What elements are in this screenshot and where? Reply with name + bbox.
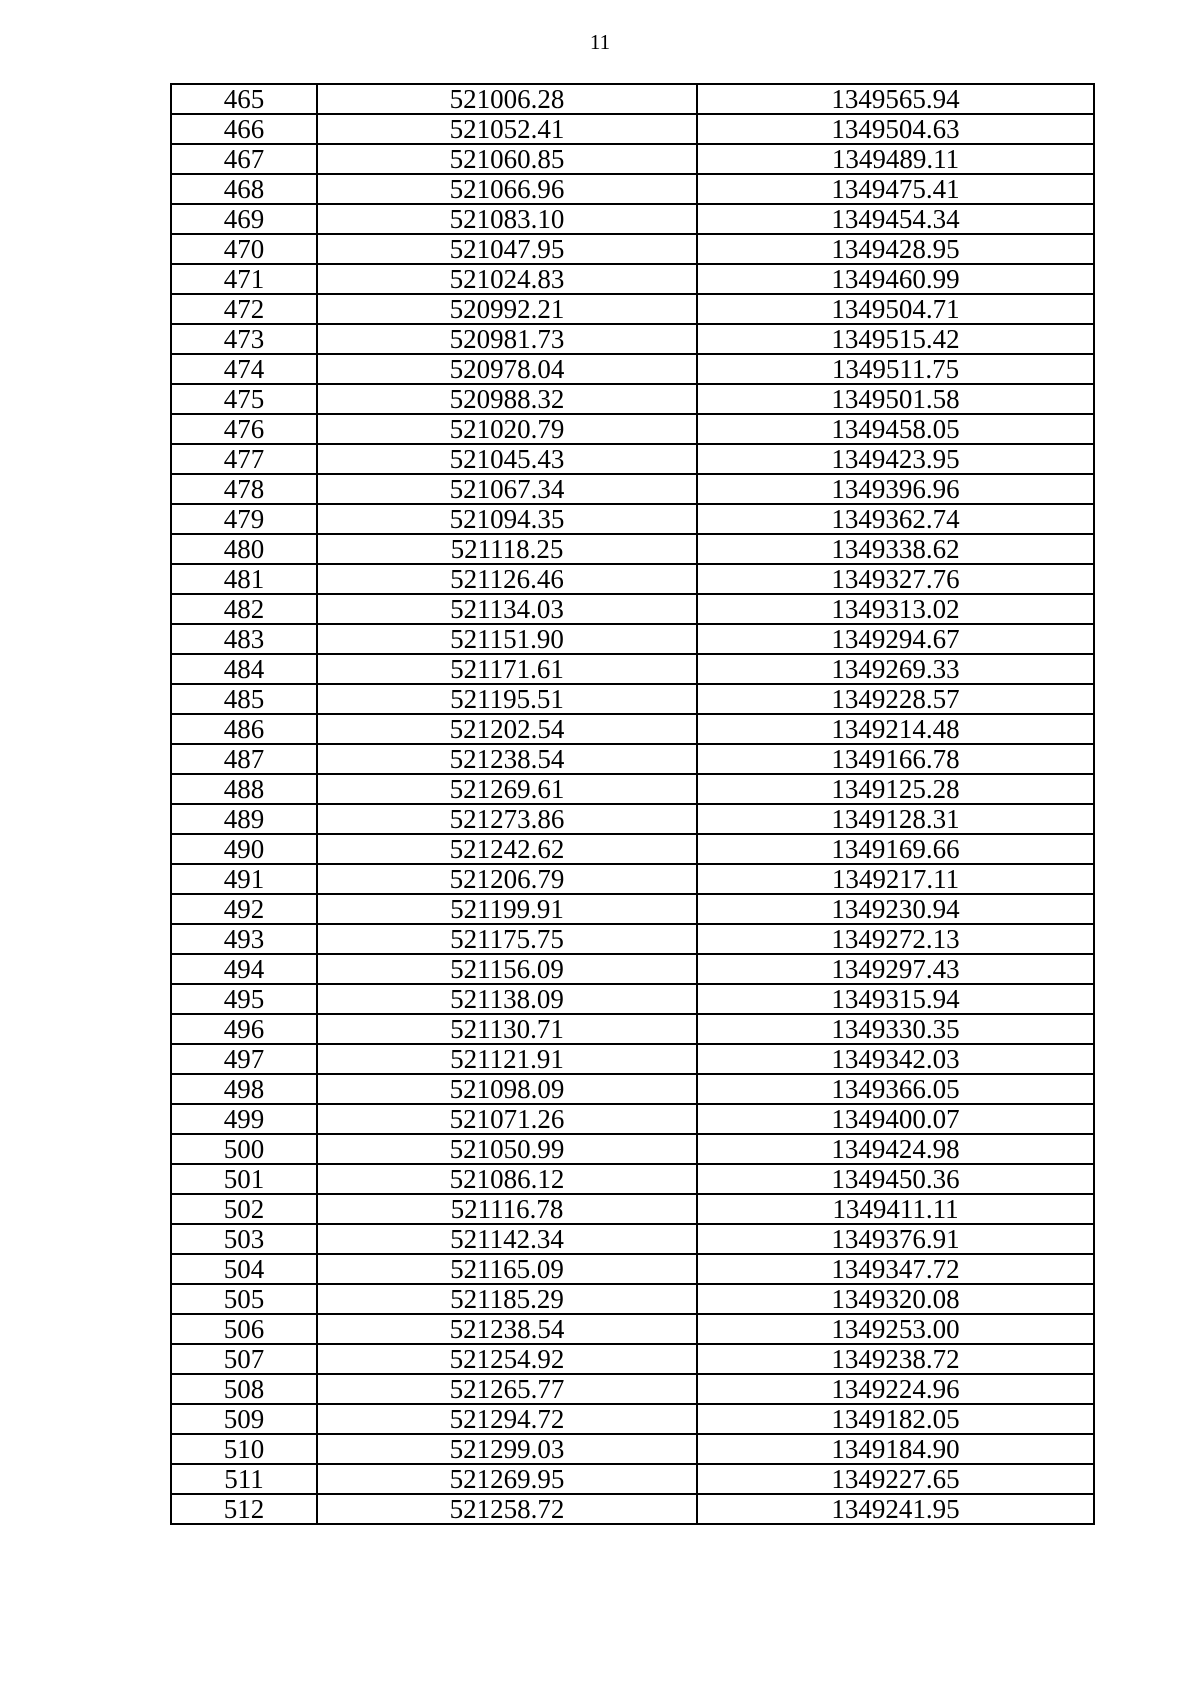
y-coordinate-cell: 1349428.95 bbox=[697, 234, 1094, 264]
table-row bbox=[171, 564, 1094, 594]
table-row bbox=[171, 474, 1094, 504]
point-number-cell: 483 bbox=[171, 624, 317, 654]
x-coordinate-cell: 521121.91 bbox=[317, 1044, 697, 1074]
point-number-cell: 502 bbox=[171, 1194, 317, 1224]
point-number-cell: 503 bbox=[171, 1224, 317, 1254]
y-coordinate-cell: 1349230.94 bbox=[697, 894, 1094, 924]
y-coordinate-cell: 1349269.33 bbox=[697, 654, 1094, 684]
point-number-cell: 473 bbox=[171, 324, 317, 354]
table-row bbox=[171, 1044, 1094, 1074]
table-row bbox=[171, 1134, 1094, 1164]
y-coordinate-cell: 1349501.58 bbox=[697, 384, 1094, 414]
table-row bbox=[171, 1494, 1094, 1524]
y-coordinate-cell: 1349297.43 bbox=[697, 954, 1094, 984]
point-number-cell: 489 bbox=[171, 804, 317, 834]
y-coordinate-cell: 1349458.05 bbox=[697, 414, 1094, 444]
x-coordinate-cell: 521238.54 bbox=[317, 744, 697, 774]
x-coordinate-cell: 521156.09 bbox=[317, 954, 697, 984]
y-coordinate-cell: 1349400.07 bbox=[697, 1104, 1094, 1134]
y-coordinate-cell: 1349342.03 bbox=[697, 1044, 1094, 1074]
y-coordinate-cell: 1349423.95 bbox=[697, 444, 1094, 474]
table-row bbox=[171, 834, 1094, 864]
point-number-cell: 468 bbox=[171, 174, 317, 204]
point-number-cell: 470 bbox=[171, 234, 317, 264]
x-coordinate-cell: 521052.41 bbox=[317, 114, 697, 144]
x-coordinate-cell: 521258.72 bbox=[317, 1494, 697, 1524]
table-row bbox=[171, 744, 1094, 774]
table-row bbox=[171, 984, 1094, 1014]
y-coordinate-cell: 1349224.96 bbox=[697, 1374, 1094, 1404]
y-coordinate-cell: 1349489.11 bbox=[697, 144, 1094, 174]
x-coordinate-cell: 521265.77 bbox=[317, 1374, 697, 1404]
table-row bbox=[171, 204, 1094, 234]
point-number-cell: 499 bbox=[171, 1104, 317, 1134]
point-number-cell: 492 bbox=[171, 894, 317, 924]
x-coordinate-cell: 521185.29 bbox=[317, 1284, 697, 1314]
y-coordinate-cell: 1349411.11 bbox=[697, 1194, 1094, 1224]
x-coordinate-cell: 520981.73 bbox=[317, 324, 697, 354]
point-number-cell: 508 bbox=[171, 1374, 317, 1404]
y-coordinate-cell: 1349347.72 bbox=[697, 1254, 1094, 1284]
point-number-cell: 497 bbox=[171, 1044, 317, 1074]
x-coordinate-cell: 521066.96 bbox=[317, 174, 697, 204]
y-coordinate-cell: 1349515.42 bbox=[697, 324, 1094, 354]
point-number-cell: 465 bbox=[171, 84, 317, 114]
table-row bbox=[171, 1434, 1094, 1464]
table-row bbox=[171, 354, 1094, 384]
x-coordinate-cell: 521118.25 bbox=[317, 534, 697, 564]
x-coordinate-cell: 521269.95 bbox=[317, 1464, 697, 1494]
table-row bbox=[171, 624, 1094, 654]
x-coordinate-cell: 521071.26 bbox=[317, 1104, 697, 1134]
x-coordinate-cell: 521130.71 bbox=[317, 1014, 697, 1044]
x-coordinate-cell: 520992.21 bbox=[317, 294, 697, 324]
x-coordinate-cell: 521060.85 bbox=[317, 144, 697, 174]
y-coordinate-cell: 1349238.72 bbox=[697, 1344, 1094, 1374]
y-coordinate-cell: 1349327.76 bbox=[697, 564, 1094, 594]
point-number-cell: 509 bbox=[171, 1404, 317, 1434]
table-row bbox=[171, 1164, 1094, 1194]
y-coordinate-cell: 1349241.95 bbox=[697, 1494, 1094, 1524]
page-number: 11 bbox=[589, 30, 611, 54]
x-coordinate-cell: 521047.95 bbox=[317, 234, 697, 264]
y-coordinate-cell: 1349184.90 bbox=[697, 1434, 1094, 1464]
y-coordinate-cell: 1349313.02 bbox=[697, 594, 1094, 624]
coordinates-table-body bbox=[171, 84, 1094, 1524]
table-row bbox=[171, 1344, 1094, 1374]
point-number-cell: 510 bbox=[171, 1434, 317, 1464]
y-coordinate-cell: 1349228.57 bbox=[697, 684, 1094, 714]
y-coordinate-cell: 1349454.34 bbox=[697, 204, 1094, 234]
x-coordinate-cell: 520988.32 bbox=[317, 384, 697, 414]
table-row bbox=[171, 324, 1094, 354]
point-number-cell: 493 bbox=[171, 924, 317, 954]
table-row bbox=[171, 1104, 1094, 1134]
x-coordinate-cell: 521151.90 bbox=[317, 624, 697, 654]
table-row bbox=[171, 894, 1094, 924]
y-coordinate-cell: 1349450.36 bbox=[697, 1164, 1094, 1194]
coordinates-table bbox=[170, 83, 1095, 1525]
point-number-cell: 495 bbox=[171, 984, 317, 1014]
table-row bbox=[171, 114, 1094, 144]
x-coordinate-cell: 521020.79 bbox=[317, 414, 697, 444]
y-coordinate-cell: 1349338.62 bbox=[697, 534, 1094, 564]
y-coordinate-cell: 1349227.65 bbox=[697, 1464, 1094, 1494]
x-coordinate-cell: 521206.79 bbox=[317, 864, 697, 894]
table-row bbox=[171, 1074, 1094, 1104]
table-row bbox=[171, 1374, 1094, 1404]
table-row bbox=[171, 294, 1094, 324]
y-coordinate-cell: 1349330.35 bbox=[697, 1014, 1094, 1044]
x-coordinate-cell: 521273.86 bbox=[317, 804, 697, 834]
table-row bbox=[171, 804, 1094, 834]
table-row bbox=[171, 84, 1094, 114]
point-number-cell: 490 bbox=[171, 834, 317, 864]
x-coordinate-cell: 521024.83 bbox=[317, 264, 697, 294]
table-row bbox=[171, 414, 1094, 444]
point-number-cell: 505 bbox=[171, 1284, 317, 1314]
table-row bbox=[171, 864, 1094, 894]
x-coordinate-cell: 521094.35 bbox=[317, 504, 697, 534]
table-row bbox=[171, 534, 1094, 564]
x-coordinate-cell: 521116.78 bbox=[317, 1194, 697, 1224]
point-number-cell: 507 bbox=[171, 1344, 317, 1374]
point-number-cell: 481 bbox=[171, 564, 317, 594]
table-row bbox=[171, 1404, 1094, 1434]
x-coordinate-cell: 521195.51 bbox=[317, 684, 697, 714]
table-row bbox=[171, 654, 1094, 684]
x-coordinate-cell: 521199.91 bbox=[317, 894, 697, 924]
y-coordinate-cell: 1349169.66 bbox=[697, 834, 1094, 864]
point-number-cell: 477 bbox=[171, 444, 317, 474]
point-number-cell: 512 bbox=[171, 1494, 317, 1524]
table-row bbox=[171, 924, 1094, 954]
table-row bbox=[171, 774, 1094, 804]
point-number-cell: 478 bbox=[171, 474, 317, 504]
x-coordinate-cell: 521138.09 bbox=[317, 984, 697, 1014]
point-number-cell: 485 bbox=[171, 684, 317, 714]
x-coordinate-cell: 521126.46 bbox=[317, 564, 697, 594]
x-coordinate-cell: 521269.61 bbox=[317, 774, 697, 804]
point-number-cell: 475 bbox=[171, 384, 317, 414]
point-number-cell: 501 bbox=[171, 1164, 317, 1194]
x-coordinate-cell: 521299.03 bbox=[317, 1434, 697, 1464]
point-number-cell: 466 bbox=[171, 114, 317, 144]
point-number-cell: 479 bbox=[171, 504, 317, 534]
point-number-cell: 491 bbox=[171, 864, 317, 894]
x-coordinate-cell: 521254.92 bbox=[317, 1344, 697, 1374]
x-coordinate-cell: 521238.54 bbox=[317, 1314, 697, 1344]
point-number-cell: 498 bbox=[171, 1074, 317, 1104]
table-row bbox=[171, 144, 1094, 174]
point-number-cell: 472 bbox=[171, 294, 317, 324]
table-row bbox=[171, 1464, 1094, 1494]
x-coordinate-cell: 520978.04 bbox=[317, 354, 697, 384]
table-row bbox=[171, 1254, 1094, 1284]
y-coordinate-cell: 1349315.94 bbox=[697, 984, 1094, 1014]
y-coordinate-cell: 1349253.00 bbox=[697, 1314, 1094, 1344]
point-number-cell: 500 bbox=[171, 1134, 317, 1164]
point-number-cell: 469 bbox=[171, 204, 317, 234]
y-coordinate-cell: 1349475.41 bbox=[697, 174, 1094, 204]
x-coordinate-cell: 521202.54 bbox=[317, 714, 697, 744]
point-number-cell: 484 bbox=[171, 654, 317, 684]
y-coordinate-cell: 1349362.74 bbox=[697, 504, 1094, 534]
table-row bbox=[171, 1194, 1094, 1224]
point-number-cell: 494 bbox=[171, 954, 317, 984]
point-number-cell: 474 bbox=[171, 354, 317, 384]
y-coordinate-cell: 1349376.91 bbox=[697, 1224, 1094, 1254]
y-coordinate-cell: 1349504.71 bbox=[697, 294, 1094, 324]
point-number-cell: 471 bbox=[171, 264, 317, 294]
table-row bbox=[171, 384, 1094, 414]
y-coordinate-cell: 1349460.99 bbox=[697, 264, 1094, 294]
x-coordinate-cell: 521242.62 bbox=[317, 834, 697, 864]
point-number-cell: 506 bbox=[171, 1314, 317, 1344]
y-coordinate-cell: 1349511.75 bbox=[697, 354, 1094, 384]
point-number-cell: 480 bbox=[171, 534, 317, 564]
table-row bbox=[171, 954, 1094, 984]
y-coordinate-cell: 1349217.11 bbox=[697, 864, 1094, 894]
point-number-cell: 504 bbox=[171, 1254, 317, 1284]
x-coordinate-cell: 521050.99 bbox=[317, 1134, 697, 1164]
y-coordinate-cell: 1349504.63 bbox=[697, 114, 1094, 144]
y-coordinate-cell: 1349565.94 bbox=[697, 84, 1094, 114]
x-coordinate-cell: 521067.34 bbox=[317, 474, 697, 504]
x-coordinate-cell: 521165.09 bbox=[317, 1254, 697, 1284]
x-coordinate-cell: 521083.10 bbox=[317, 204, 697, 234]
table-row bbox=[171, 174, 1094, 204]
table-row bbox=[171, 1284, 1094, 1314]
table-row bbox=[171, 1314, 1094, 1344]
y-coordinate-cell: 1349294.67 bbox=[697, 624, 1094, 654]
point-number-cell: 488 bbox=[171, 774, 317, 804]
point-number-cell: 487 bbox=[171, 744, 317, 774]
x-coordinate-cell: 521171.61 bbox=[317, 654, 697, 684]
table-row bbox=[171, 1014, 1094, 1044]
y-coordinate-cell: 1349214.48 bbox=[697, 714, 1094, 744]
table-row bbox=[171, 444, 1094, 474]
table-row bbox=[171, 684, 1094, 714]
y-coordinate-cell: 1349125.28 bbox=[697, 774, 1094, 804]
point-number-cell: 486 bbox=[171, 714, 317, 744]
x-coordinate-cell: 521098.09 bbox=[317, 1074, 697, 1104]
table-row bbox=[171, 264, 1094, 294]
y-coordinate-cell: 1349182.05 bbox=[697, 1404, 1094, 1434]
point-number-cell: 496 bbox=[171, 1014, 317, 1044]
x-coordinate-cell: 521175.75 bbox=[317, 924, 697, 954]
x-coordinate-cell: 521134.03 bbox=[317, 594, 697, 624]
table-row bbox=[171, 234, 1094, 264]
y-coordinate-cell: 1349320.08 bbox=[697, 1284, 1094, 1314]
y-coordinate-cell: 1349396.96 bbox=[697, 474, 1094, 504]
x-coordinate-cell: 521142.34 bbox=[317, 1224, 697, 1254]
y-coordinate-cell: 1349166.78 bbox=[697, 744, 1094, 774]
y-coordinate-cell: 1349272.13 bbox=[697, 924, 1094, 954]
y-coordinate-cell: 1349128.31 bbox=[697, 804, 1094, 834]
x-coordinate-cell: 521294.72 bbox=[317, 1404, 697, 1434]
y-coordinate-cell: 1349366.05 bbox=[697, 1074, 1094, 1104]
point-number-cell: 467 bbox=[171, 144, 317, 174]
point-number-cell: 476 bbox=[171, 414, 317, 444]
table-row bbox=[171, 714, 1094, 744]
x-coordinate-cell: 521086.12 bbox=[317, 1164, 697, 1194]
table-row bbox=[171, 1224, 1094, 1254]
x-coordinate-cell: 521006.28 bbox=[317, 84, 697, 114]
point-number-cell: 511 bbox=[171, 1464, 317, 1494]
table-row bbox=[171, 594, 1094, 624]
point-number-cell: 482 bbox=[171, 594, 317, 624]
x-coordinate-cell: 521045.43 bbox=[317, 444, 697, 474]
y-coordinate-cell: 1349424.98 bbox=[697, 1134, 1094, 1164]
table-row bbox=[171, 504, 1094, 534]
